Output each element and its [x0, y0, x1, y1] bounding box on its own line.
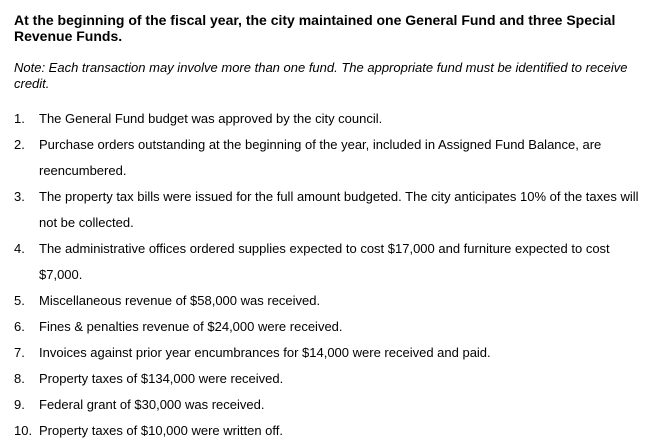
item-number: 6.	[14, 319, 25, 334]
item-text: The property tax bills were issued for the full amount budgeted. The city anticipates 10% of the taxes will not be collected.	[39, 189, 639, 230]
item-number: 8.	[14, 371, 25, 386]
item-text: Federal grant of $30,000 was received.	[39, 397, 265, 412]
item-text: Invoices against prior year encumbrances for $14,000 were received and paid.	[39, 345, 491, 360]
item-text: Fines & penalties revenue of $24,000 were received.	[39, 319, 343, 334]
item-text: The General Fund budget was approved by the city council.	[39, 111, 383, 126]
problem-heading: At the beginning of the fiscal year, the city maintained one General Fund and three Special Revenue Funds.	[14, 12, 616, 44]
list-item	[14, 314, 644, 340]
list-item	[14, 288, 644, 314]
item-text: The administrative offices ordered supplies expected to cost $17,000 and furniture expected to cost $7,000.	[39, 241, 610, 282]
item-number: 10.	[14, 423, 33, 438]
item-text: Purchase orders outstanding at the beginning of the year, included in Assigned Fund Balance, are reencumbered.	[39, 137, 602, 178]
item-number: 3.	[14, 189, 25, 204]
item-number: 4.	[14, 241, 25, 256]
list-item	[14, 418, 644, 444]
item-number: 7.	[14, 345, 25, 360]
list-item	[14, 340, 644, 366]
list-item	[14, 236, 644, 288]
item-text: Property taxes of $10,000 were written off.	[39, 423, 284, 438]
item-number: 9.	[14, 397, 25, 412]
instruction-note: Note: Each transaction may involve more than one fund. The appropriate fund must be identified to receive credit.	[14, 60, 628, 91]
item-number: 2.	[14, 137, 25, 152]
item-text: Miscellaneous revenue of $58,000 was received.	[39, 293, 321, 308]
item-number: 1.	[14, 111, 25, 126]
list-item	[14, 132, 644, 184]
list-item	[14, 184, 644, 236]
item-text: Property taxes of $134,000 were received.	[39, 371, 284, 386]
list-item	[14, 366, 644, 392]
list-item	[14, 106, 644, 132]
document	[14, 12, 644, 444]
transaction-list	[14, 106, 644, 444]
list-item	[14, 392, 644, 418]
item-number: 5.	[14, 293, 25, 308]
